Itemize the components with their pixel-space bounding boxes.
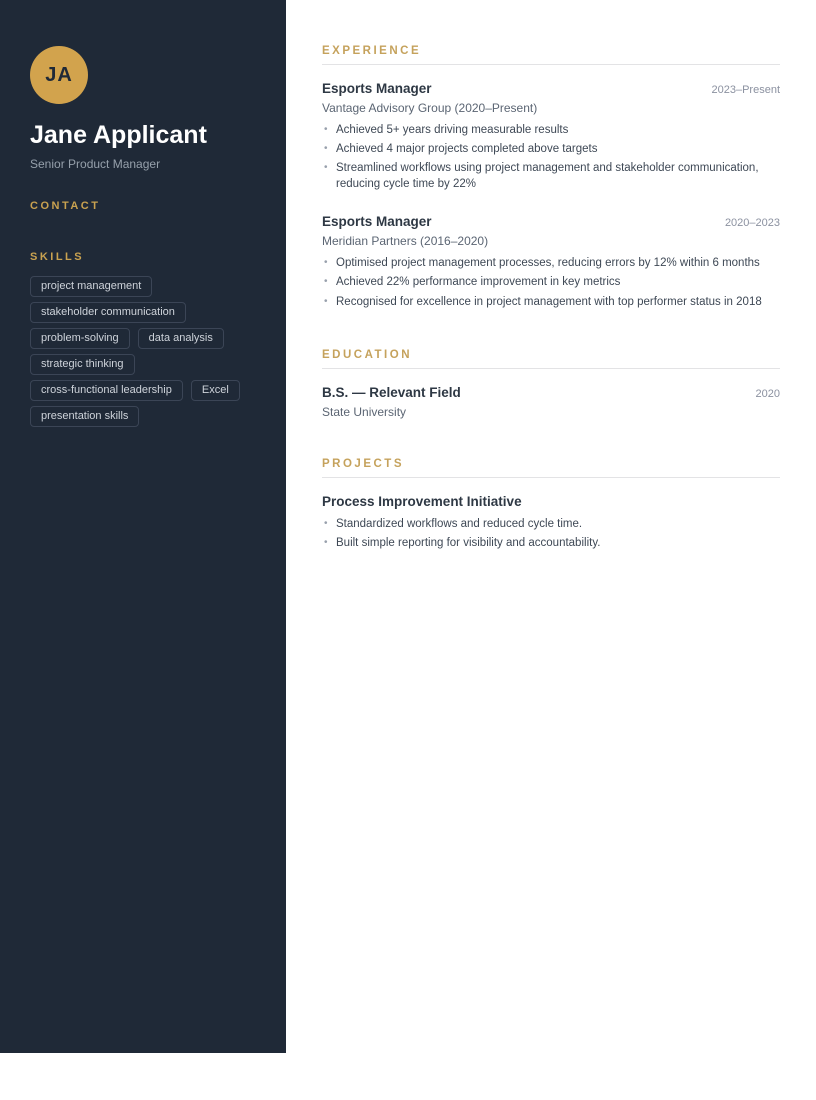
job-header-row [322,81,780,96]
job-company: Vantage Advisory Group (2020–Present) [322,101,538,115]
job-bullet: • Achieved 4 major projects completed above targets [322,141,780,157]
job-bullet: • Achieved 5+ years driving measurable results [322,122,780,138]
projects-section [322,458,780,551]
degree-title: B.S. — Relevant Field [322,384,461,400]
skills-list [30,276,260,427]
person-title: Senior Product Manager [30,156,161,171]
experience-section [322,45,780,310]
skill-pill: presentation skills [30,406,139,427]
skill-pill: Excel [191,380,240,401]
skill-pill: strategic thinking [30,354,135,375]
person-name: Jane Applicant [30,121,207,149]
project-bullet: • Built simple reporting for visibility and accountability. [322,535,780,551]
job-bullet: • Streamlined workflows using project management and stakeholder communication, reducing cycle time by 22% [322,160,780,192]
job-entry [322,214,780,309]
project-title: Process Improvement Initiative [322,493,522,509]
projects-heading: PROJECTS [322,458,780,478]
skill-pill: problem-solving [30,328,130,349]
job-title: Esports Manager [322,81,432,96]
skills-heading: SKILLS [30,250,85,263]
job-bullet-list [322,255,780,309]
degree-dates: 2020 [755,387,780,400]
avatar-initials: JA [45,63,73,86]
project-bullet: • Standardized workflows and reduced cycle time. [322,516,780,532]
skill-pill: cross-functional leadership [30,380,183,401]
job-bullet-list [322,122,780,192]
project-header-row [322,494,780,509]
education-heading: EDUCATION [322,349,780,369]
job-bullet: • Achieved 22% performance improvement in key metrics [322,274,780,290]
job-dates: 2020–2023 [724,217,780,230]
job-header-row [322,214,780,229]
school-name: State University [322,404,407,419]
education-header-row [322,385,780,400]
main-content [286,0,816,554]
job-bullet: • Optimised project management processes, reducing errors by 12% within 6 months [322,255,780,271]
experience-heading: EXPERIENCE [322,45,780,65]
skill-pill: stakeholder communication [30,302,186,323]
education-section [322,349,780,419]
job-bullet: • Recognised for excellence in project management with top performer status in 2018 [322,294,780,310]
contact-heading: CONTACT [30,199,101,212]
job-entry [322,81,780,192]
project-entry [322,494,780,551]
skill-pill: data analysis [138,328,224,349]
job-title: Esports Manager [322,214,432,230]
sidebar [0,0,286,1053]
avatar [30,46,88,104]
job-dates: 2023–Present [711,84,780,96]
project-bullet-list [322,516,780,551]
education-entry [322,385,780,419]
job-company: Meridian Partners (2016–2020) [322,234,489,249]
skill-pill: project management [30,276,152,297]
